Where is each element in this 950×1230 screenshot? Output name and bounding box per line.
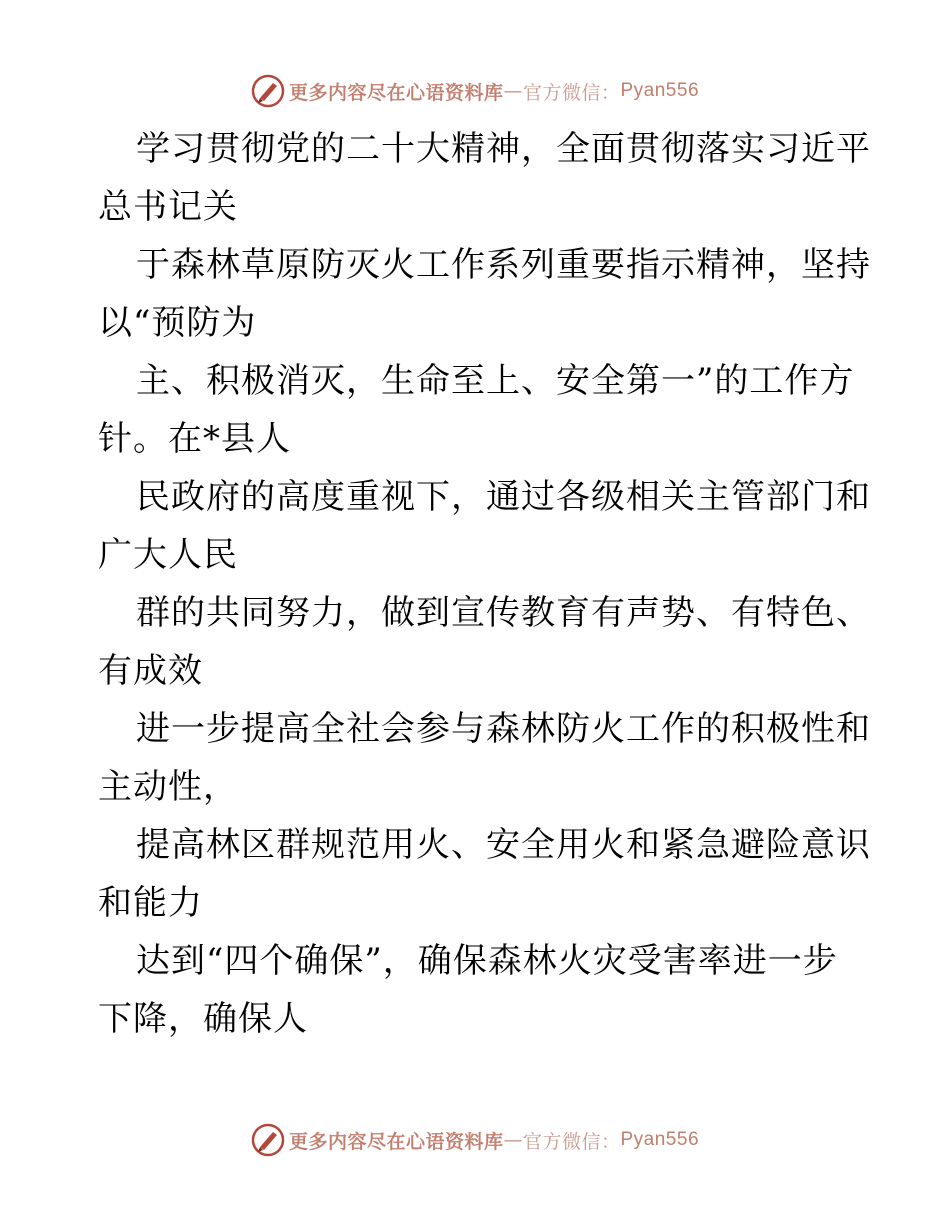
header-brand-text: 更多内容尽在心语资料库 [288,81,504,104]
body-line: 下降，确保人 [98,999,308,1039]
body-line: 民政府的高度重视下，通过各级相关主管部门和 [136,477,871,517]
body-line: 针。在*县人 [98,419,291,459]
footer-brand-text: 更多内容尽在心语资料库 [288,1130,504,1153]
body-line: 主、积极消灭，生命至上、安全第一”的工作方 [136,361,855,401]
header-watermark [0,71,950,111]
footer-wechat-id: Pyan556 [620,1129,700,1150]
body-line: 提高林区群规范用火、安全用火和紧急避险意识 [136,825,871,865]
body-line: 群的共同努力，做到宣传教育有声势、有特色、 [136,593,871,633]
body-line: 进一步提高全社会参与森林防火工作的积极性和 [136,709,871,749]
body-line: 主动性， [98,767,238,807]
body-line: 达到“四个确保”，确保森林火灾受害率进一步 [136,941,838,981]
footer-watermark [0,1120,950,1160]
body-line: 有成效 [98,651,203,691]
footer-separator: — [503,1129,523,1151]
pen-logo-icon [251,74,285,108]
header-wechat-id: Pyan556 [620,80,700,101]
header-wechat-label: 官方微信： [522,81,621,104]
pen-logo-icon [251,1123,285,1157]
document-body [98,120,871,1048]
body-line: 于森林草原防灭火工作系列重要指示精神，坚持 [136,245,871,285]
header-separator: — [503,80,523,102]
body-line: 总书记关 [98,187,238,227]
body-line: 广大人民 [98,535,238,575]
footer-wechat-label: 官方微信： [522,1130,621,1153]
body-line: 学习贯彻党的二十大精神，全面贯彻落实习近平 [136,129,871,169]
body-line: 和能力 [98,883,203,923]
body-line: 以“预防为 [98,303,257,343]
